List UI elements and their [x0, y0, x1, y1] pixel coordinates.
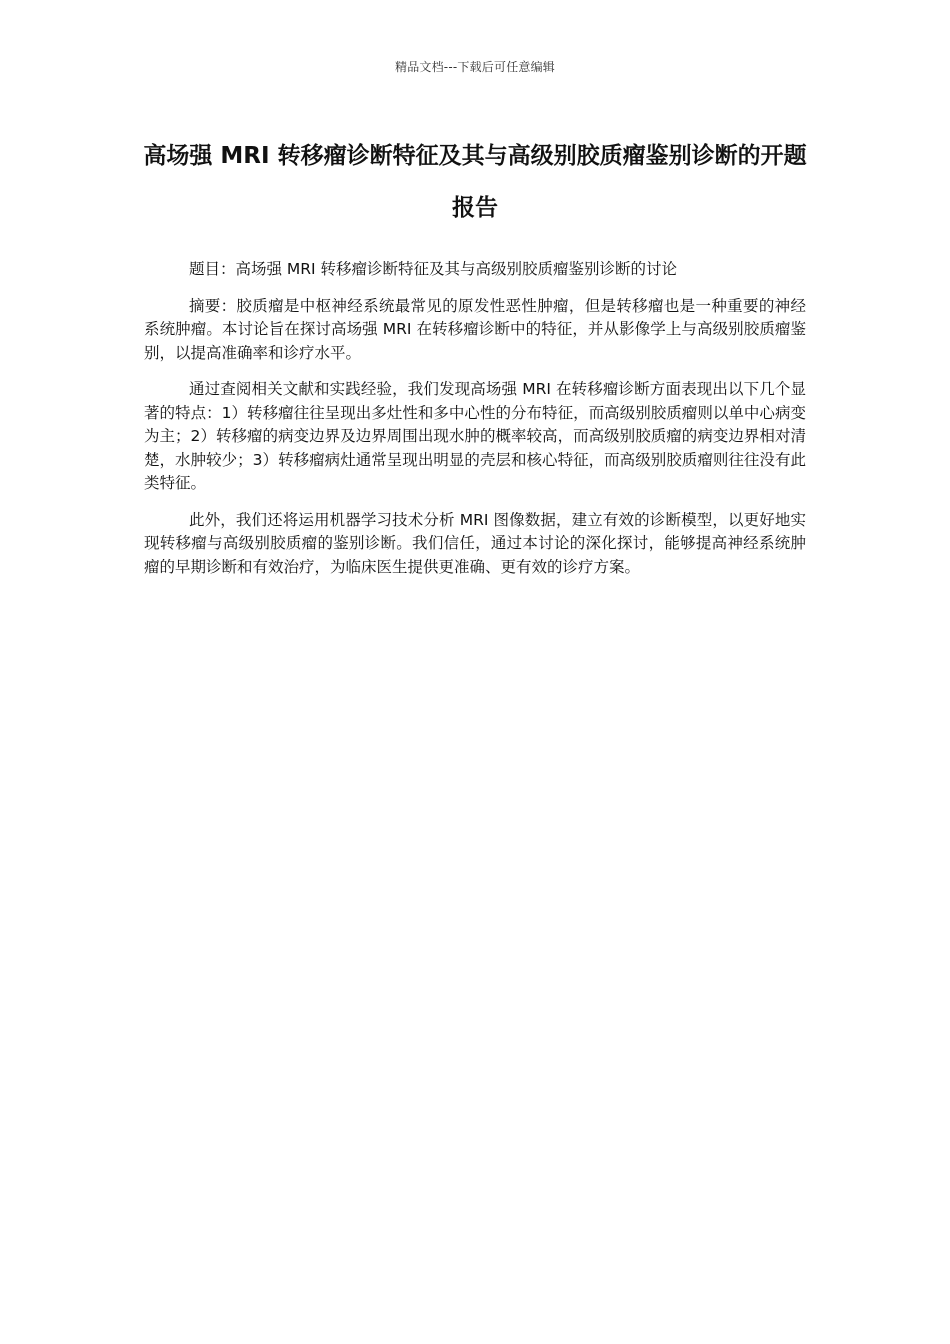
document-title: 高场强 MRI 转移瘤诊断特征及其与高级别胶质瘤鉴别诊断的开题报告: [143, 143, 807, 221]
header-note: 精品文档---下载后可任意编辑: [395, 60, 555, 74]
methods-paragraph: 此外，我们还将运用机器学习技术分析 MRI 图像数据，建立有效的诊断模型，以更好地实现转移瘤与高级别胶质瘤的鉴别诊断。我们信任，通过本讨论的深化探讨，能够提高神经系统肿瘤的早期诊断和有效治疗，为临床医生提供更准确、更有效的诊疗方案。: [144, 510, 806, 576]
topic-paragraph: 题目：高场强 MRI 转移瘤诊断特征及其与高级别胶质瘤鉴别诊断的讨论: [188, 260, 678, 278]
findings-paragraph: 通过查阅相关文献和实践经验，我们发现高场强 MRI 在转移瘤诊断方面表现出以下几个显著的特点：1）转移瘤往往呈现出多灶性和多中心性的分布特征，而高级别胶质瘤则以单中心病变为主；2）转移瘤的病变边界及边界周围出现水肿的概率较高，而高级别胶质瘤的病变边界相对清楚，水肿较少；3）转移瘤病灶通常呈现出明显的壳层和核心特征，而高级别胶质瘤则往往没有此类特征。: [144, 380, 806, 492]
document-body: [144, 258, 806, 592]
abstract-paragraph: 摘要：胶质瘤是中枢神经系统最常见的原发性恶性肿瘤，但是转移瘤也是一种重要的神经系统肿瘤。本讨论旨在探讨高场强 MRI 在转移瘤诊断中的特征，并从影像学上与高级别胶质瘤鉴别，以提高准确率和诊疗水平。: [144, 296, 806, 362]
